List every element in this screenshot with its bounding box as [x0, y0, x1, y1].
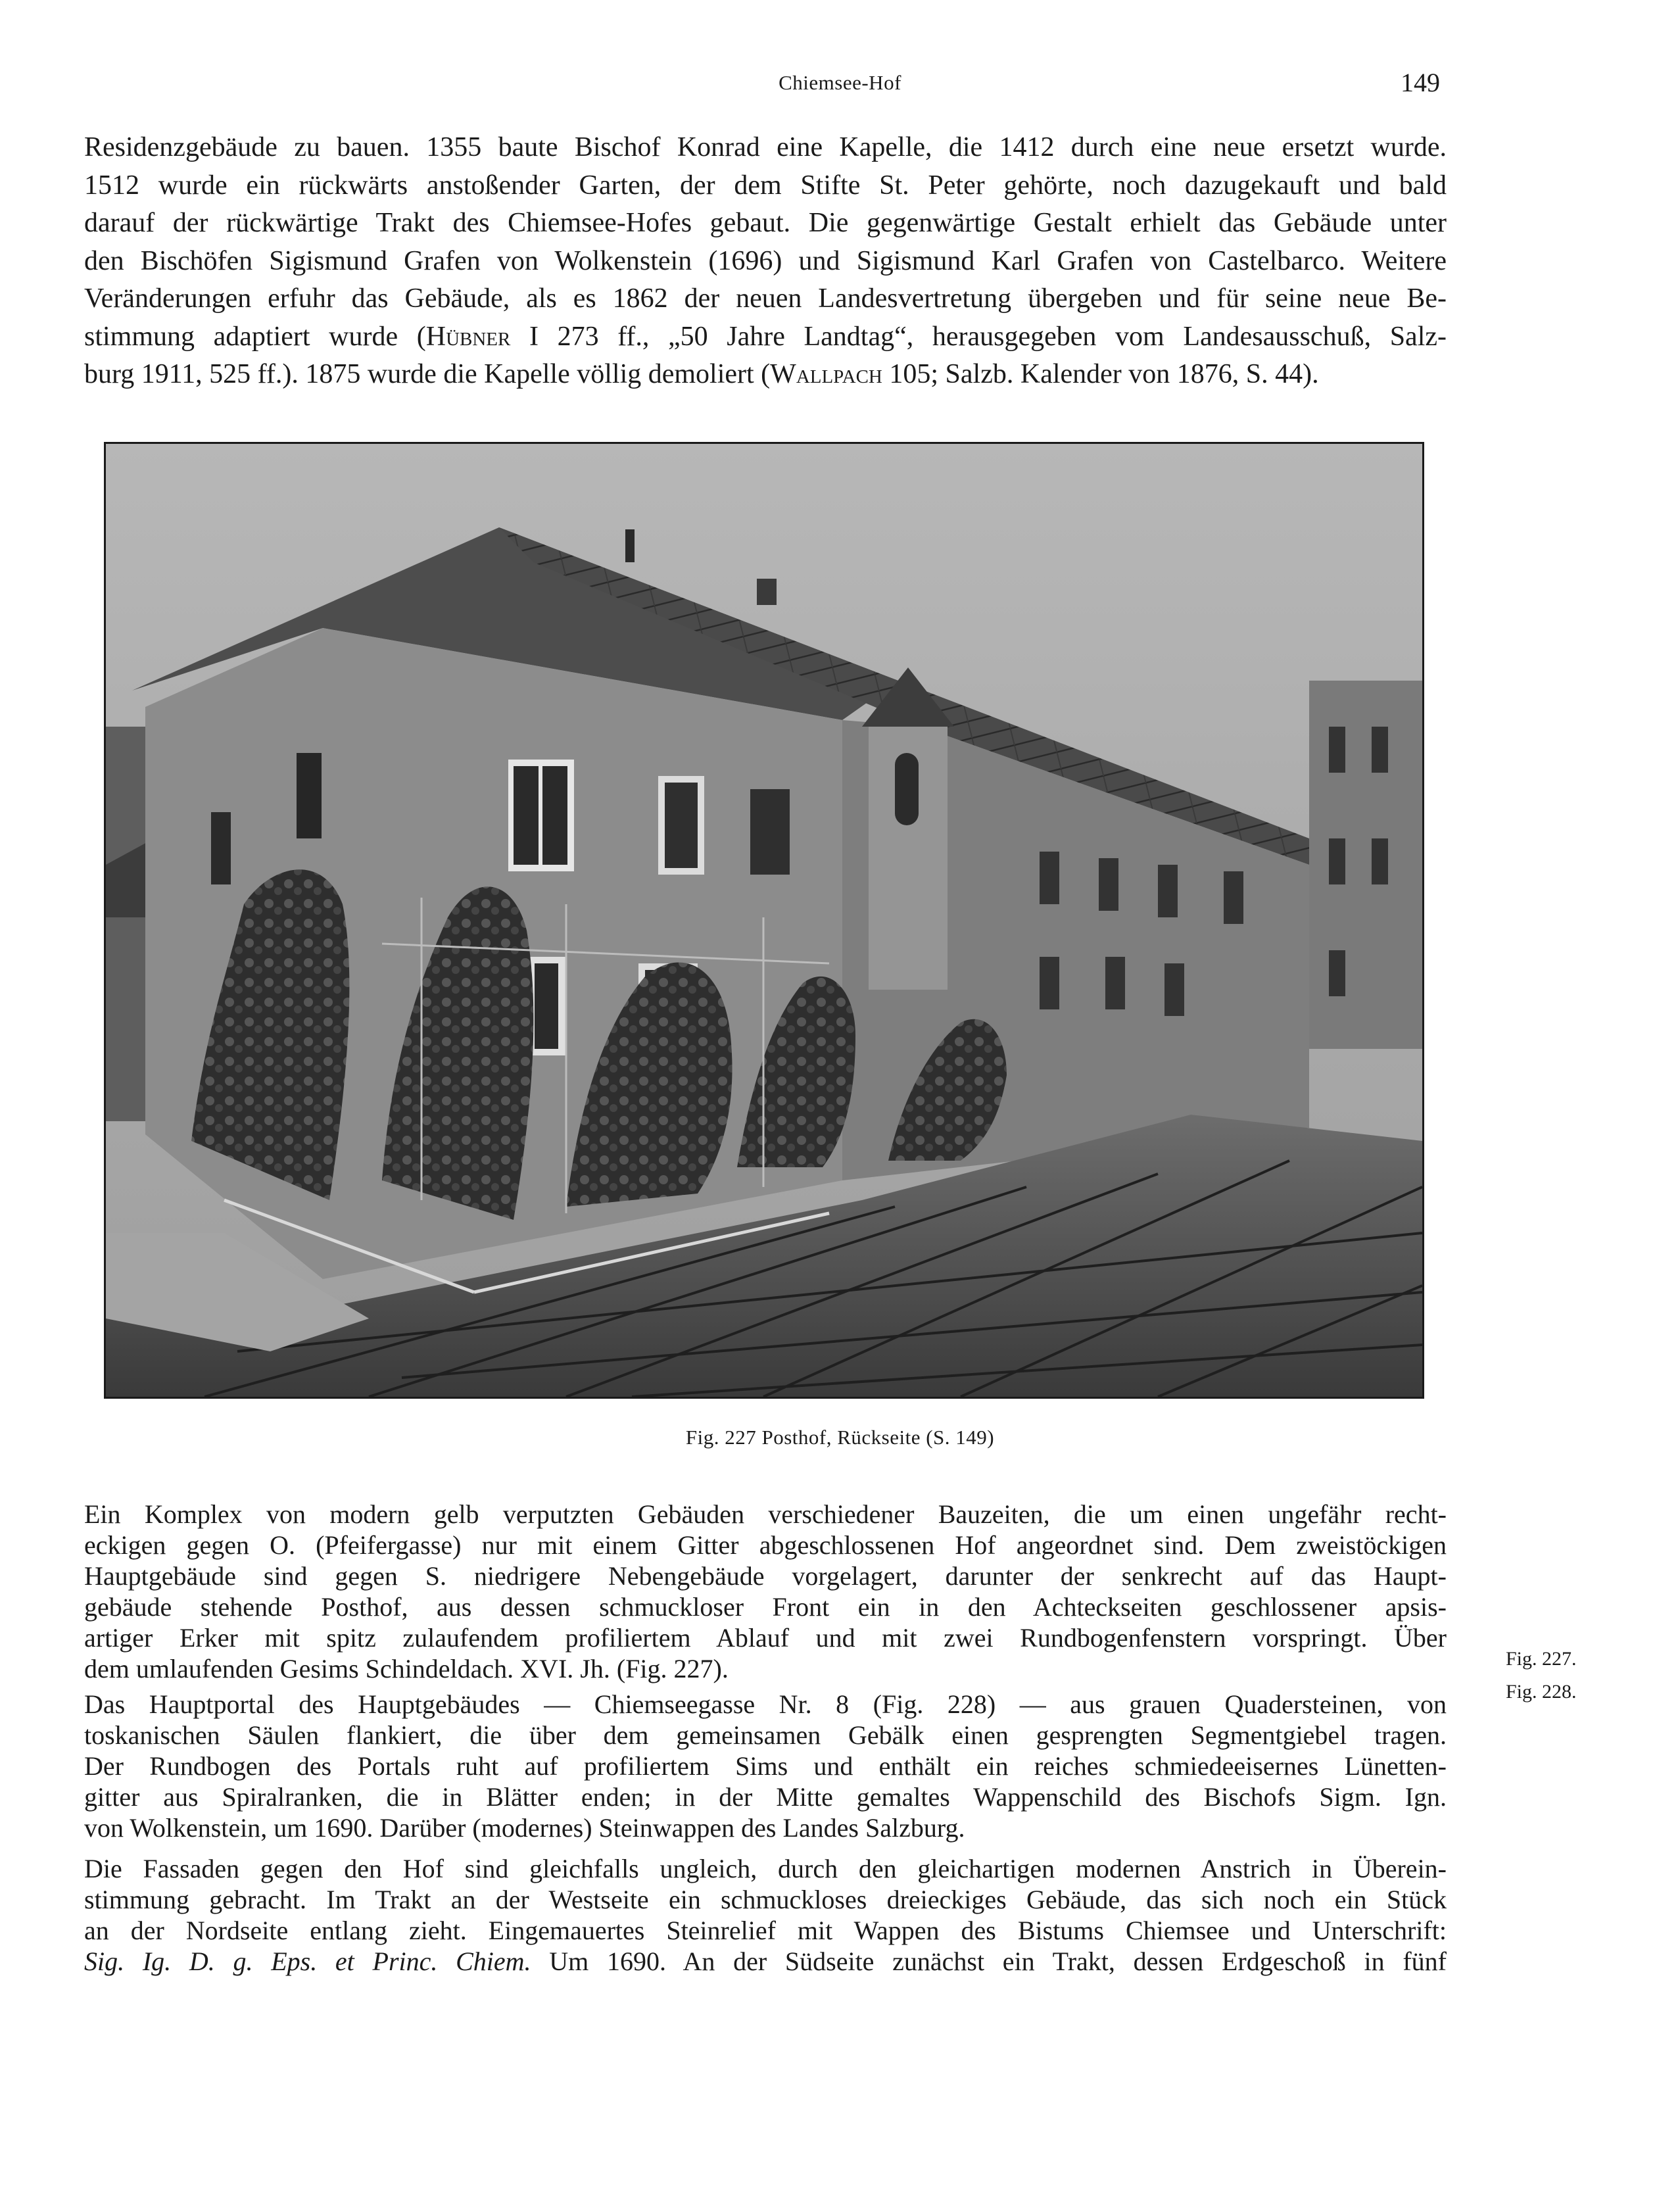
text-line: gitter aus Spiralranken, die in Blätter enden; in der Mitte gemaltes Wappenschild des Bischofs Sigm. Ign. — [84, 1782, 1447, 1812]
text-line: Veränderungen erfuhr das Gebäude, als es 1862 der neuen Landesvertretung übergeben und für seine neue Be- — [84, 283, 1447, 314]
margin-note-fig-227: Fig. 227. — [1506, 1648, 1577, 1670]
author-citation: Wallpach — [770, 359, 882, 389]
text-line: stimmung adaptiert wurde (Hübner I 273 ff., „50 Jahre Landtag“, herausgegeben vom Landesausschuß, Salz- — [84, 321, 1447, 352]
text-line: von Wolkenstein, um 1690. Darüber (modernes) Steinwappen des Landes Salzburg. — [84, 1813, 965, 1843]
text-line: dem umlaufenden Gesims Schindeldach. XVI. Jh. (Fig. 227). — [84, 1654, 729, 1683]
intro-paragraph — [84, 129, 1447, 394]
text-line: Die Fassaden gegen den Hof sind gleichfalls ungleich, durch den gleichartigen modernen Anstrich in Überein- — [84, 1854, 1447, 1883]
page-number: 149 — [1401, 68, 1440, 97]
text-line: den Bischöfen Sigismund Grafen von Wolkenstein (1696) und Sigismund Karl Grafen von Castelbarco. Weitere — [84, 245, 1447, 276]
text-line: Residenzgebäude zu bauen. 1355 baute Bischof Konrad eine Kapelle, die 1412 durch eine neue ersetzt wurde. — [84, 132, 1447, 162]
figure-photograph — [104, 442, 1424, 1399]
text-line: stimmung gebracht. Im Trakt an der Westseite ein schmuckloses dreieckiges Gebäude, das sich noch ein Stück — [84, 1885, 1447, 1914]
body-paragraph-1 — [84, 1499, 1447, 1684]
text-line: 1512 wurde ein rückwärts anstoßender Garten, der dem Stifte St. Peter gehörte, noch dazugekauft und bald — [84, 170, 1447, 201]
text-line: toskanischen Säulen flankiert, die über dem gemeinsamen Gebälk einen gesprengten Segmentgiebel tragen. — [84, 1720, 1447, 1750]
running-header — [0, 66, 1680, 105]
body-paragraph-2 — [84, 1689, 1447, 1843]
text-line: Sig. Ig. D. g. Eps. et Princ. Chiem. Um 1690. An der Südseite zunächst ein Trakt, dessen Erdgeschoß in fünf — [84, 1947, 1447, 1976]
text-line: Das Hauptportal des Hauptgebäudes — Chiemseegasse Nr. 8 (Fig. 228) — aus grauen Quadersteinen, von — [84, 1689, 1447, 1719]
figure-caption: Fig. 227 Posthof, Rückseite (S. 149) — [685, 1426, 995, 1449]
margin-note-fig-228: Fig. 228. — [1506, 1681, 1577, 1703]
body-paragraph-3 — [84, 1853, 1447, 1977]
text-line: gebäude stehende Posthof, aus dessen schmuckloser Front ein in den Achteckseiten geschlossener apsis- — [84, 1592, 1447, 1622]
author-citation: Hübner — [425, 321, 511, 352]
text-line: Der Rundbogen des Portals ruht auf profiliertem Sims und enthält ein reiches schmiedeeisernes Lünetten- — [84, 1751, 1447, 1781]
text-line: Ein Komplex von modern gelb verputzten Gebäuden verschiedener Bauzeiten, die um einen ungefähr recht- — [84, 1499, 1447, 1529]
text-line: darauf der rückwärtige Trakt des Chiemsee-Hofes gebaut. Die gegenwärtige Gestalt erhielt das Gebäude unter — [84, 208, 1447, 238]
text-line: artiger Erker mit spitz zulaufendem profiliertem Ablauf und mit zwei Rundbogenfenstern vorspringt. Über — [84, 1623, 1447, 1653]
text-line: an der Nordseite entlang zieht. Eingemauertes Steinrelief mit Wappen des Bistums Chiemsee und Unterschrift: — [84, 1916, 1447, 1945]
text-line: burg 1911, 525 ff.). 1875 wurde die Kapelle völlig demoliert (Wallpach 105; Salzb. Kalender von 1876, S. 44). — [84, 359, 1319, 389]
inscription-text: Sig. Ig. D. g. Eps. et Princ. Chiem. — [84, 1947, 531, 1976]
text-line: Hauptgebäude sind gegen S. niedrigere Nebengebäude vorgelagert, darunter der senkrecht auf das Haupt- — [84, 1561, 1447, 1591]
text-line: eckigen gegen O. (Pfeifergasse) nur mit einem Gitter abgeschlossenen Hof angeordnet sind. Dem zweistöckigen — [84, 1530, 1447, 1560]
running-title: Chiemsee-Hof — [779, 71, 901, 94]
